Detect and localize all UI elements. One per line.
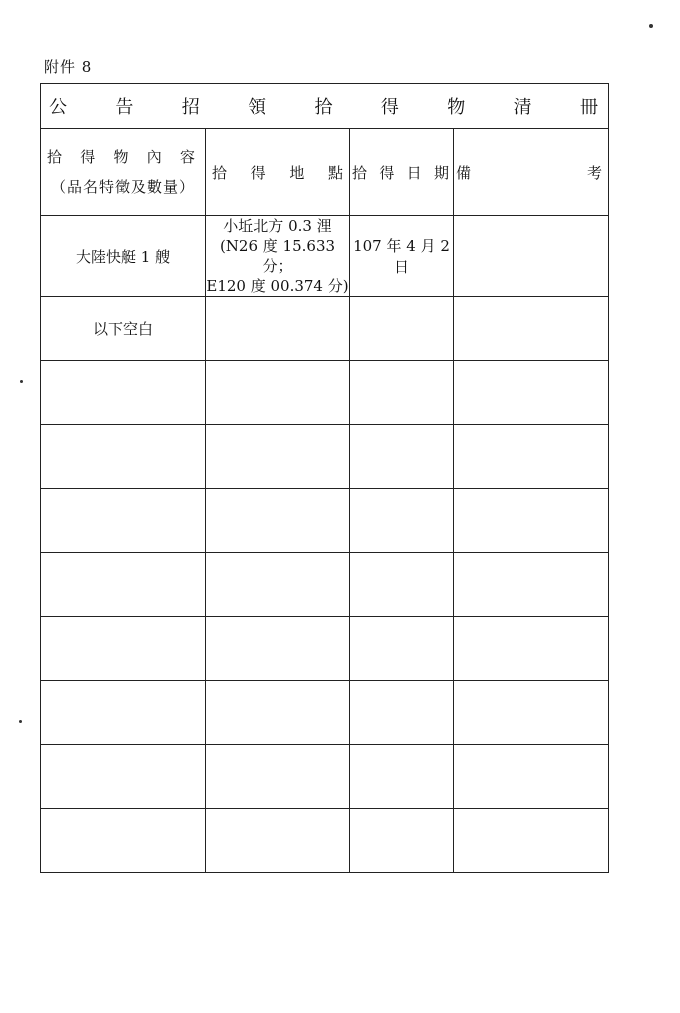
table-title <box>41 84 609 129</box>
cell-blank <box>206 361 350 425</box>
title-char: 公 <box>49 97 67 118</box>
cell-blank <box>454 681 609 745</box>
table-row-blank <box>41 553 609 617</box>
cell-blank <box>41 553 206 617</box>
table-row-blank <box>41 745 609 809</box>
title-char: 告 <box>115 97 134 118</box>
title-char: 領 <box>248 97 267 118</box>
cell-blank <box>206 809 350 873</box>
cell-date: 107 年 4 月 2 日 <box>350 216 454 297</box>
table-row-blank <box>41 681 609 745</box>
cell-blank <box>350 809 454 873</box>
cell-blank <box>41 489 206 553</box>
cell-blank <box>454 361 609 425</box>
cell-blank <box>41 361 206 425</box>
cell-blank <box>454 617 609 681</box>
location-line: (N26 度 15.633 分； <box>219 237 336 275</box>
cell-blank <box>350 553 454 617</box>
header-date <box>350 129 454 216</box>
header-char: 物 <box>113 148 129 166</box>
cell-blank <box>454 745 609 809</box>
table-row-blank <box>41 361 609 425</box>
cell-blank <box>350 361 454 425</box>
location-line: E120 度 00.374 分) <box>206 277 349 295</box>
cell-note <box>454 297 609 361</box>
title-char: 清 <box>513 97 532 118</box>
scan-speck <box>20 380 23 383</box>
header-content <box>41 129 206 216</box>
header-char: 拾 <box>352 163 368 182</box>
cell-blank <box>41 745 206 809</box>
cell-blank <box>206 553 350 617</box>
table-row-blank <box>41 489 609 553</box>
cell-blank <box>350 489 454 553</box>
title-row <box>41 84 609 129</box>
table-row-blank <box>41 809 609 873</box>
attachment-label: 附件 8 <box>44 58 93 76</box>
found-items-register-table <box>40 83 609 873</box>
cell-location <box>206 297 350 361</box>
header-char: 得 <box>379 163 395 182</box>
header-char: 考 <box>586 163 602 182</box>
cell-blank <box>41 681 206 745</box>
cell-note <box>454 216 609 297</box>
cell-content: 以下空白 <box>41 297 206 361</box>
header-note <box>454 129 609 216</box>
cell-blank <box>41 425 206 489</box>
title-char: 招 <box>181 97 200 118</box>
scan-speck <box>19 720 22 723</box>
cell-blank <box>206 681 350 745</box>
cell-blank <box>206 425 350 489</box>
cell-blank <box>206 489 350 553</box>
header-char: 點 <box>327 163 343 182</box>
cell-blank <box>41 617 206 681</box>
header-char: 日 <box>406 163 422 182</box>
title-char: 物 <box>447 97 466 118</box>
table-row-blank <box>41 425 609 489</box>
header-char: 得 <box>250 163 266 182</box>
header-char: 地 <box>289 163 305 182</box>
location-line: 小坵北方 0.3 浬 <box>223 217 332 235</box>
header-char: 容 <box>179 148 195 166</box>
cell-location <box>206 216 350 297</box>
scan-speck <box>649 24 653 28</box>
header-char: 拾 <box>47 148 63 166</box>
cell-blank <box>350 425 454 489</box>
header-char: 內 <box>146 148 162 166</box>
cell-blank <box>41 809 206 873</box>
cell-blank <box>350 681 454 745</box>
cell-blank <box>206 745 350 809</box>
header-location <box>206 129 350 216</box>
cell-blank <box>454 425 609 489</box>
header-char: 得 <box>80 148 96 166</box>
cell-blank <box>206 617 350 681</box>
cell-blank <box>454 809 609 873</box>
header-char: 備 <box>456 163 472 182</box>
header-char: 拾 <box>212 163 228 182</box>
header-row <box>41 129 609 216</box>
cell-date <box>350 297 454 361</box>
title-char: 得 <box>380 97 399 118</box>
cell-blank <box>350 617 454 681</box>
table-row <box>41 216 609 297</box>
cell-blank <box>454 553 609 617</box>
title-char: 拾 <box>314 97 333 118</box>
header-char: 期 <box>433 163 449 182</box>
header-content-subtitle: （品名特徵及數量） <box>50 178 195 196</box>
table-row-blank <box>41 617 609 681</box>
title-char: 冊 <box>580 97 598 118</box>
cell-blank <box>454 489 609 553</box>
table-row <box>41 297 609 361</box>
cell-content: 大陸快艇 1 艘 <box>41 216 206 297</box>
cell-blank <box>350 745 454 809</box>
